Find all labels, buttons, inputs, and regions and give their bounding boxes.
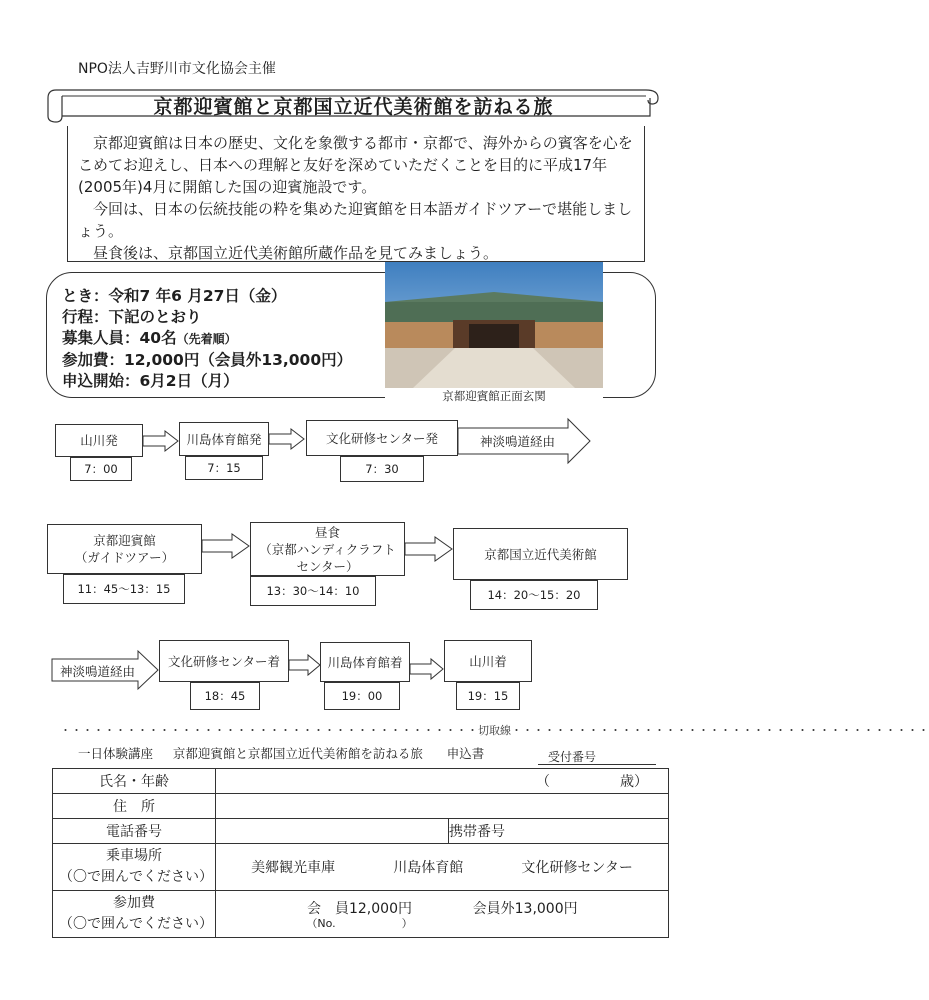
itinerary-line: 行程：下記のとおり	[62, 308, 202, 326]
organizer: NPO法人吉野川市文化協会主催	[78, 61, 276, 77]
address-field[interactable]	[216, 794, 669, 819]
event-info	[62, 286, 352, 392]
name-age-field[interactable]: （ 歳）	[216, 769, 669, 794]
boarding-label: 乗車場所 （〇で囲んでください）	[53, 844, 216, 891]
member-number-field[interactable]: （No. ）	[306, 917, 413, 930]
fee-option-nonmember[interactable]: 会員外13,000円	[472, 901, 578, 917]
boarding-option[interactable]: 文化研修センター	[521, 860, 633, 876]
name-age-row	[53, 769, 669, 794]
fee-row	[53, 891, 669, 938]
page-title: 京都迎賓館と京都国立近代美術館を訪ねる旅	[153, 96, 554, 118]
fee-options	[216, 891, 669, 938]
phone-field[interactable]	[216, 819, 449, 844]
right-arrow-icon	[269, 428, 305, 450]
time-label: 7：15	[185, 456, 263, 480]
via-label: 神淡鳴道経由	[60, 664, 136, 679]
stop-culture-center-arrive: 文化研修センター着	[159, 640, 289, 682]
phone-row	[53, 819, 669, 844]
right-arrow-icon	[289, 654, 321, 676]
stop-yamakawa-depart: 山川発	[55, 424, 143, 457]
fee-line: 参加費：12,000円（会員外13,000円）	[62, 351, 353, 369]
name-age-label: 氏名・年齢	[53, 769, 216, 794]
fee-option-member[interactable]: 会 員12,000円	[306, 901, 412, 917]
stop-yamakawa-arrive: 山川着	[444, 640, 532, 682]
stop-lunch: 昼食 （京都ハンディクラフト センター）	[250, 522, 405, 576]
stop-kawashima-arrive: 川島体育館着	[320, 642, 410, 682]
receipt-number-label: 受付番号	[548, 750, 597, 764]
right-arrow-icon	[405, 536, 453, 562]
right-arrow-icon	[143, 430, 179, 452]
stop-culture-center-depart: 文化研修センター発	[306, 420, 458, 456]
time-label: 14：20〜15：20	[470, 580, 598, 610]
apply-start-line: 申込開始：6月2日（月）	[62, 372, 239, 390]
application-form	[52, 768, 669, 938]
time-label: 11：45〜13：15	[63, 574, 185, 604]
guesthouse-photo	[385, 262, 603, 406]
via-label: 神淡鳴道経由	[480, 434, 556, 449]
stop-national-museum: 京都国立近代美術館	[453, 528, 628, 580]
intro-paragraph: 今回は、日本の伝統技能の粋を集めた迎賓館を日本語ガイドツアーで堪能しましょう。	[78, 200, 633, 240]
address-row	[53, 794, 669, 819]
photo-caption: 京都迎賓館正面玄関	[442, 389, 546, 403]
stop-kyoto-guesthouse: 京都迎賓館 （ガイドツアー）	[47, 524, 202, 574]
time-label: 7：00	[70, 457, 132, 481]
receipt-number-field[interactable]	[538, 764, 656, 765]
time-label: 18：45	[190, 682, 260, 710]
right-arrow-icon	[410, 658, 444, 680]
building-image	[385, 262, 603, 388]
capacity-line: 募集人員：40名（先着順）	[62, 329, 237, 347]
mobile-label: 携帯番号	[449, 824, 505, 840]
phone-label: 電話番号	[53, 819, 216, 844]
time-label: 19：00	[324, 682, 400, 710]
address-label: 住 所	[53, 794, 216, 819]
title-banner	[46, 86, 661, 124]
time-label: 13：30〜14：10	[250, 576, 376, 606]
stop-kawashima-depart: 川島体育館発	[179, 422, 269, 456]
date-line: とき：令和7 年6 月27日（金）	[62, 287, 287, 305]
boarding-option[interactable]: 川島体育館	[393, 860, 464, 876]
boarding-row	[53, 844, 669, 891]
fee-label: 参加費 （〇で囲んでください）	[53, 891, 216, 938]
boarding-options	[216, 844, 669, 891]
intro-text	[67, 126, 645, 262]
boarding-option[interactable]: 美郷観光車庫	[251, 860, 336, 876]
cut-line: ・・・・・・・・・・・・・・・・・・・・・・・・・・・・・・・・・・・・・・切取線・・・・・・・・・・・・・・・・・・・・・・・・・・・・・・・・・・・・・・	[60, 724, 929, 737]
right-arrow-icon	[202, 533, 250, 559]
form-heading: 一日体験講座 京都迎賓館と京都国立近代美術館を訪ねる旅 申込書	[78, 746, 485, 761]
time-label: 19：15	[456, 682, 520, 710]
mobile-field[interactable]	[449, 819, 669, 844]
time-label: 7：30	[340, 456, 424, 482]
intro-paragraph: 京都迎賓館は日本の歴史、文化を象徴する都市・京都で、海外からの賓客を心をこめてお迎えし、日本への理解と友好を深めていただくことを目的に平成17年(2005年)4月に開館した国の迎賓施設です。	[78, 134, 633, 196]
intro-paragraph: 昼食後は、京都国立近代美術館所蔵作品を見てみましょう。	[93, 244, 499, 262]
